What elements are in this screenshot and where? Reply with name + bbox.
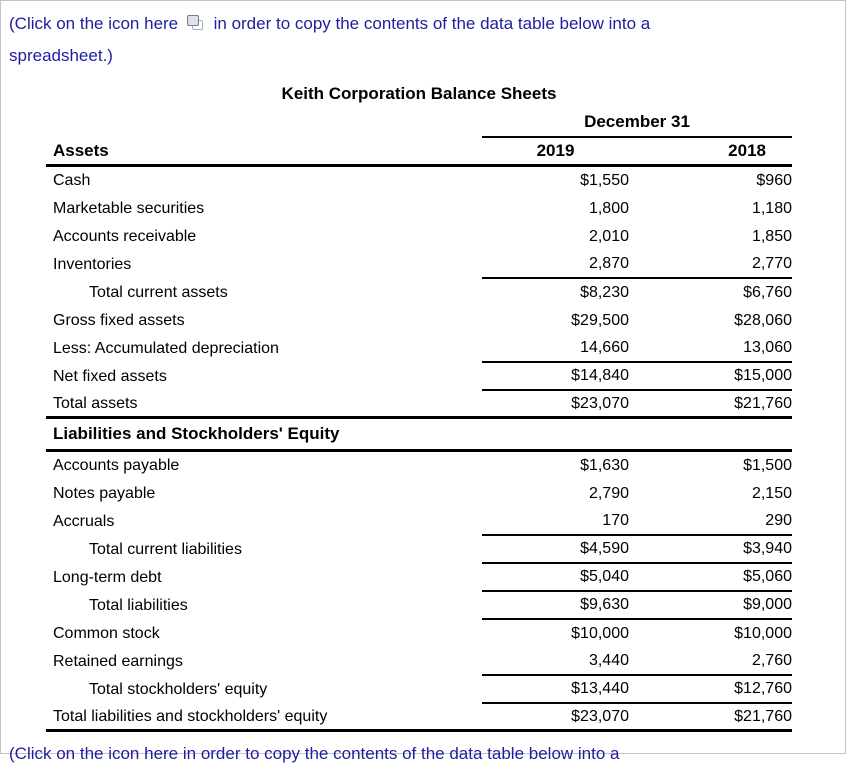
value-2018: $5,060 bbox=[743, 568, 792, 585]
column-header-2019: 2019 bbox=[536, 141, 575, 160]
row-values bbox=[482, 195, 792, 223]
row-values bbox=[482, 704, 792, 729]
table-row bbox=[46, 536, 792, 564]
value-2018: 2,760 bbox=[751, 652, 792, 669]
value-2019: 14,660 bbox=[580, 339, 629, 356]
row-label: Total current assets bbox=[89, 284, 228, 301]
row-values bbox=[482, 307, 792, 335]
value-2018: $12,760 bbox=[734, 680, 792, 697]
row-label: Inventories bbox=[53, 256, 132, 273]
row-label: Total liabilities bbox=[89, 597, 188, 614]
value-2018: $6,760 bbox=[743, 284, 792, 301]
table-row bbox=[46, 648, 792, 676]
row-values bbox=[482, 536, 792, 564]
balance-sheet-table bbox=[46, 84, 792, 732]
instruction-text-line2: spreadsheet.) bbox=[9, 46, 113, 65]
row-label: Long-term debt bbox=[53, 569, 162, 586]
row-label: Accounts receivable bbox=[53, 228, 197, 245]
date-header: December 31 bbox=[482, 112, 792, 138]
row-values bbox=[482, 223, 792, 251]
value-2019: $5,040 bbox=[580, 568, 629, 585]
row-values bbox=[482, 335, 792, 363]
row-values bbox=[482, 251, 792, 279]
table-row bbox=[46, 508, 792, 536]
table-row bbox=[46, 704, 792, 732]
table-row bbox=[46, 195, 792, 223]
row-label: Retained earnings bbox=[53, 653, 183, 670]
column-header-row bbox=[46, 138, 792, 167]
value-2018: $15,000 bbox=[734, 367, 792, 384]
table-row bbox=[46, 592, 792, 620]
value-2018: 1,180 bbox=[751, 200, 792, 217]
value-2019: 2,010 bbox=[588, 228, 629, 245]
date-header-row bbox=[46, 112, 792, 138]
row-label: Accounts payable bbox=[53, 457, 180, 474]
value-2019: $23,070 bbox=[571, 394, 629, 412]
copy-icon-front-square bbox=[187, 15, 199, 26]
table-row bbox=[46, 363, 792, 391]
row-values bbox=[482, 452, 792, 480]
value-2018: $10,000 bbox=[734, 625, 792, 642]
value-2018: $9,000 bbox=[743, 596, 792, 613]
value-2018: $21,760 bbox=[734, 394, 792, 412]
value-2018: 2,150 bbox=[751, 485, 792, 502]
table-row bbox=[46, 564, 792, 592]
value-2019: $1,550 bbox=[580, 172, 629, 189]
row-label: Common stock bbox=[53, 625, 160, 642]
copy-instructions bbox=[1, 1, 845, 72]
cutoff-text-line: (Click on the icon here in order to copy the contents of the data table below into a bbox=[9, 744, 620, 763]
row-values bbox=[482, 279, 792, 307]
column-header-2018: 2018 bbox=[728, 141, 766, 160]
row-label: Less: Accumulated depreciation bbox=[53, 340, 279, 357]
date-header-spacer bbox=[46, 112, 482, 138]
instruction-text-after: in order to copy the contents of the data table below into a bbox=[213, 14, 651, 33]
row-label: Total liabilities and stockholders' equity bbox=[53, 707, 328, 725]
value-2018: 1,850 bbox=[751, 228, 792, 245]
row-values bbox=[482, 648, 792, 676]
row-label: Net fixed assets bbox=[53, 368, 167, 385]
value-2019: 2,790 bbox=[588, 485, 629, 502]
table-row bbox=[46, 167, 792, 195]
row-values bbox=[482, 363, 792, 391]
value-2018: 290 bbox=[765, 512, 792, 529]
value-2019: $23,070 bbox=[571, 707, 629, 725]
value-2019: 2,870 bbox=[588, 255, 629, 272]
row-values bbox=[482, 676, 792, 704]
table-row bbox=[46, 391, 792, 419]
value-2018: 13,060 bbox=[743, 339, 792, 356]
row-label: Accruals bbox=[53, 513, 115, 530]
value-2019: $8,230 bbox=[580, 284, 629, 301]
row-label: Total assets bbox=[53, 394, 138, 412]
table-row bbox=[46, 251, 792, 279]
value-2019: $10,000 bbox=[571, 625, 629, 642]
value-2019: $29,500 bbox=[571, 312, 629, 329]
value-2018: $21,760 bbox=[734, 707, 792, 725]
value-2018: $1,500 bbox=[743, 457, 792, 474]
value-2019: $1,630 bbox=[580, 457, 629, 474]
table-row bbox=[46, 452, 792, 480]
value-2018: 2,770 bbox=[751, 255, 792, 272]
row-label: Notes payable bbox=[53, 485, 156, 502]
row-label: Marketable securities bbox=[53, 200, 205, 217]
value-2018: $960 bbox=[756, 172, 792, 189]
value-2019: 1,800 bbox=[588, 200, 629, 217]
row-values bbox=[482, 564, 792, 592]
table-row bbox=[46, 480, 792, 508]
value-2019: 170 bbox=[602, 512, 629, 529]
row-values bbox=[482, 592, 792, 620]
table-row bbox=[46, 223, 792, 251]
table-title: Keith Corporation Balance Sheets bbox=[281, 84, 557, 103]
liabilities-section-header: Liabilities and Stockholders' Equity bbox=[46, 419, 792, 452]
copy-icon[interactable] bbox=[186, 15, 206, 31]
table-row bbox=[46, 335, 792, 363]
row-label: Gross fixed assets bbox=[53, 312, 185, 329]
row-label: Total stockholders' equity bbox=[89, 681, 268, 698]
assets-section-label: Assets bbox=[53, 141, 109, 160]
value-2018: $28,060 bbox=[734, 312, 792, 329]
table-row bbox=[46, 620, 792, 648]
row-label: Cash bbox=[53, 172, 91, 189]
row-values bbox=[482, 480, 792, 508]
value-2019: $14,840 bbox=[571, 367, 629, 384]
value-2019: $4,590 bbox=[580, 540, 629, 557]
row-label: Total current liabilities bbox=[89, 541, 242, 558]
value-2019: 3,440 bbox=[588, 652, 629, 669]
table-row bbox=[46, 307, 792, 335]
table-row bbox=[46, 676, 792, 704]
table-body bbox=[46, 167, 792, 732]
row-values bbox=[482, 167, 792, 195]
instruction-text-before: (Click on the icon here bbox=[9, 14, 179, 33]
value-2018: $3,940 bbox=[743, 540, 792, 557]
value-2019: $9,630 bbox=[580, 596, 629, 613]
row-values bbox=[482, 620, 792, 648]
row-values bbox=[482, 508, 792, 536]
row-values bbox=[482, 391, 792, 416]
table-row bbox=[46, 279, 792, 307]
value-2019: $13,440 bbox=[571, 680, 629, 697]
